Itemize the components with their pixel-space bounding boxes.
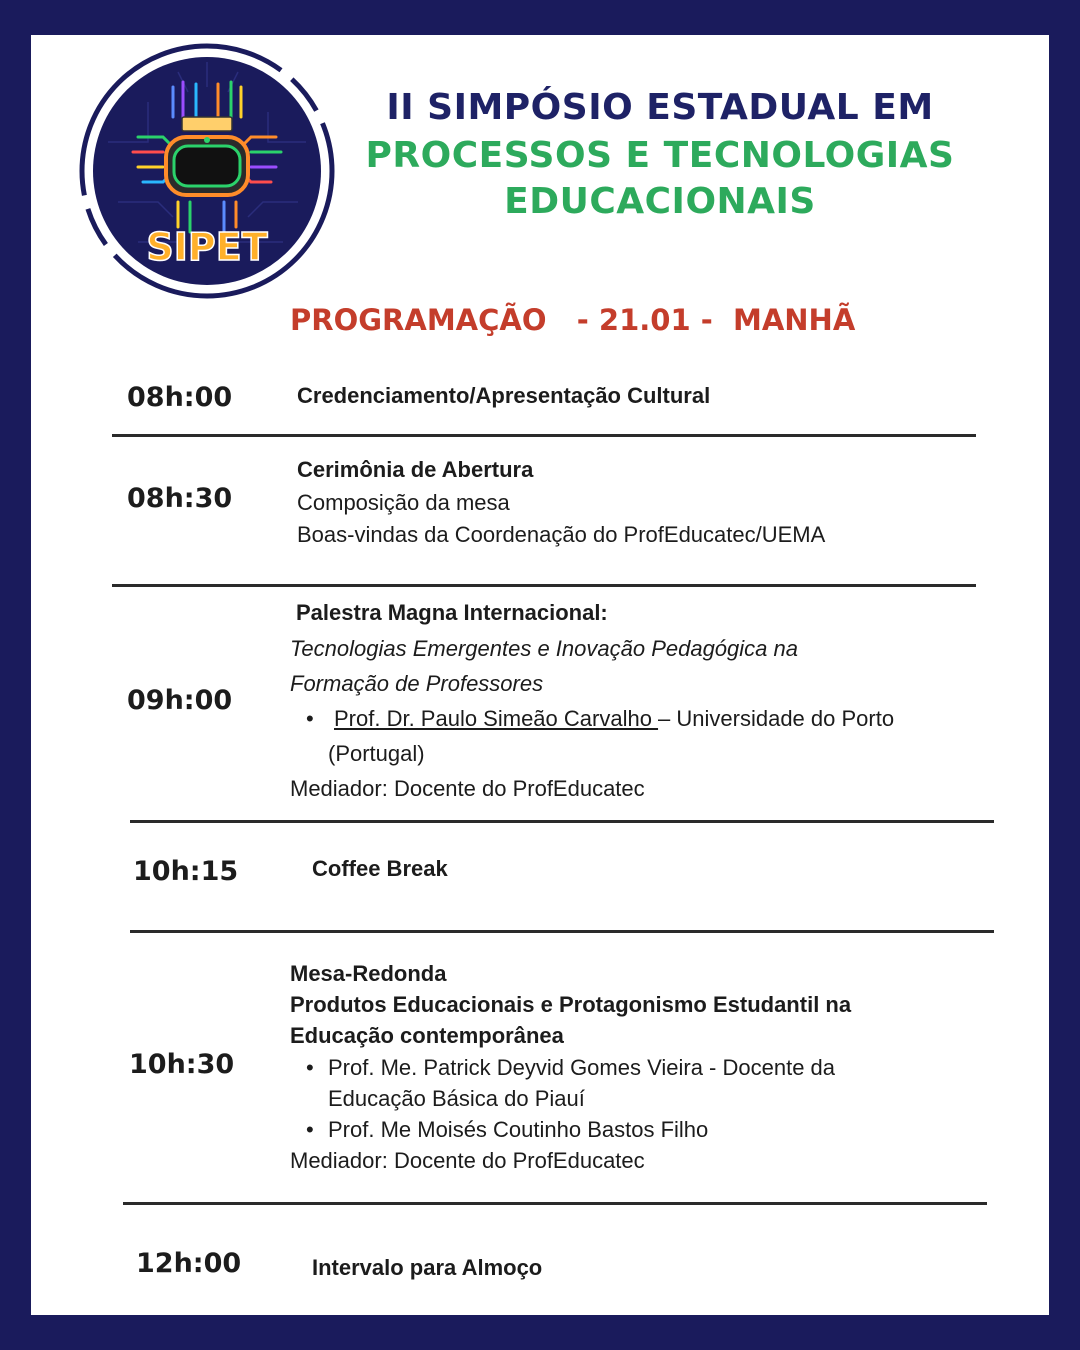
event-title-line2: PROCESSOS E TECNOLOGIAS [365,135,955,176]
bullet-icon: • [306,1117,314,1142]
talk-theme: Tecnologias Emergentes e Inovação Pedagógica na [290,636,798,661]
panelist: Prof. Me. Patrick Deyvid Gomes Vieira - Docente da [328,1055,836,1080]
sipet-logo [78,42,336,300]
item-title: Credenciamento/Apresentação Cultural [297,383,711,408]
program-subtitle: PROGRAMAÇÃO - 21.01 - MANHÃ [290,303,856,337]
speaker-affiliation: (Portugal) [328,741,425,766]
event-title-line1: II SIMPÓSIO ESTADUAL EM [386,87,934,128]
item-title: Cerimônia de Abertura [297,457,534,482]
event-title-line3: EDUCACIONAIS [504,181,816,222]
panelist: Prof. Me Moisés Coutinho Bastos Filho [328,1117,709,1142]
item-title: Coffee Break [312,856,448,881]
item-label: Mesa-Redonda [290,961,447,986]
panelist: Educação Básica do Piauí [328,1086,585,1111]
divider [112,434,976,437]
time-1030: 10h:30 [129,1049,235,1080]
item-title: Educação contemporânea [290,1023,564,1048]
bullet-icon: • [306,706,314,731]
bullet-icon: • [306,1055,314,1080]
time-1015: 10h:15 [133,856,239,887]
talk-theme: Formação de Professores [290,671,544,696]
time-0800: 08h:00 [127,382,233,413]
mediator: Mediador: Docente do ProfEducatec [290,1148,645,1173]
item-detail: Composição da mesa [297,490,510,515]
speaker-link[interactable]: Prof. Dr. Paulo Simeão Carvalho [334,706,659,731]
speaker-affiliation: – Universidade do Porto [658,706,895,731]
item-title: Palestra Magna Internacional: [296,600,608,625]
item-title: Intervalo para Almoço [312,1255,543,1280]
divider [123,1202,987,1205]
item-title: Produtos Educacionais e Protagonismo Estudantil na [290,992,852,1017]
speaker [334,703,894,734]
divider [130,930,994,933]
time-0900: 09h:00 [127,685,233,716]
divider [112,584,976,587]
time-0830: 08h:30 [127,483,233,514]
item-detail: Boas-vindas da Coordenação do ProfEducatec/UEMA [297,522,826,547]
mediator: Mediador: Docente do ProfEducatec [290,776,645,801]
divider [130,820,994,823]
time-1200: 12h:00 [136,1248,242,1279]
logo-text: SIPET [146,225,268,269]
